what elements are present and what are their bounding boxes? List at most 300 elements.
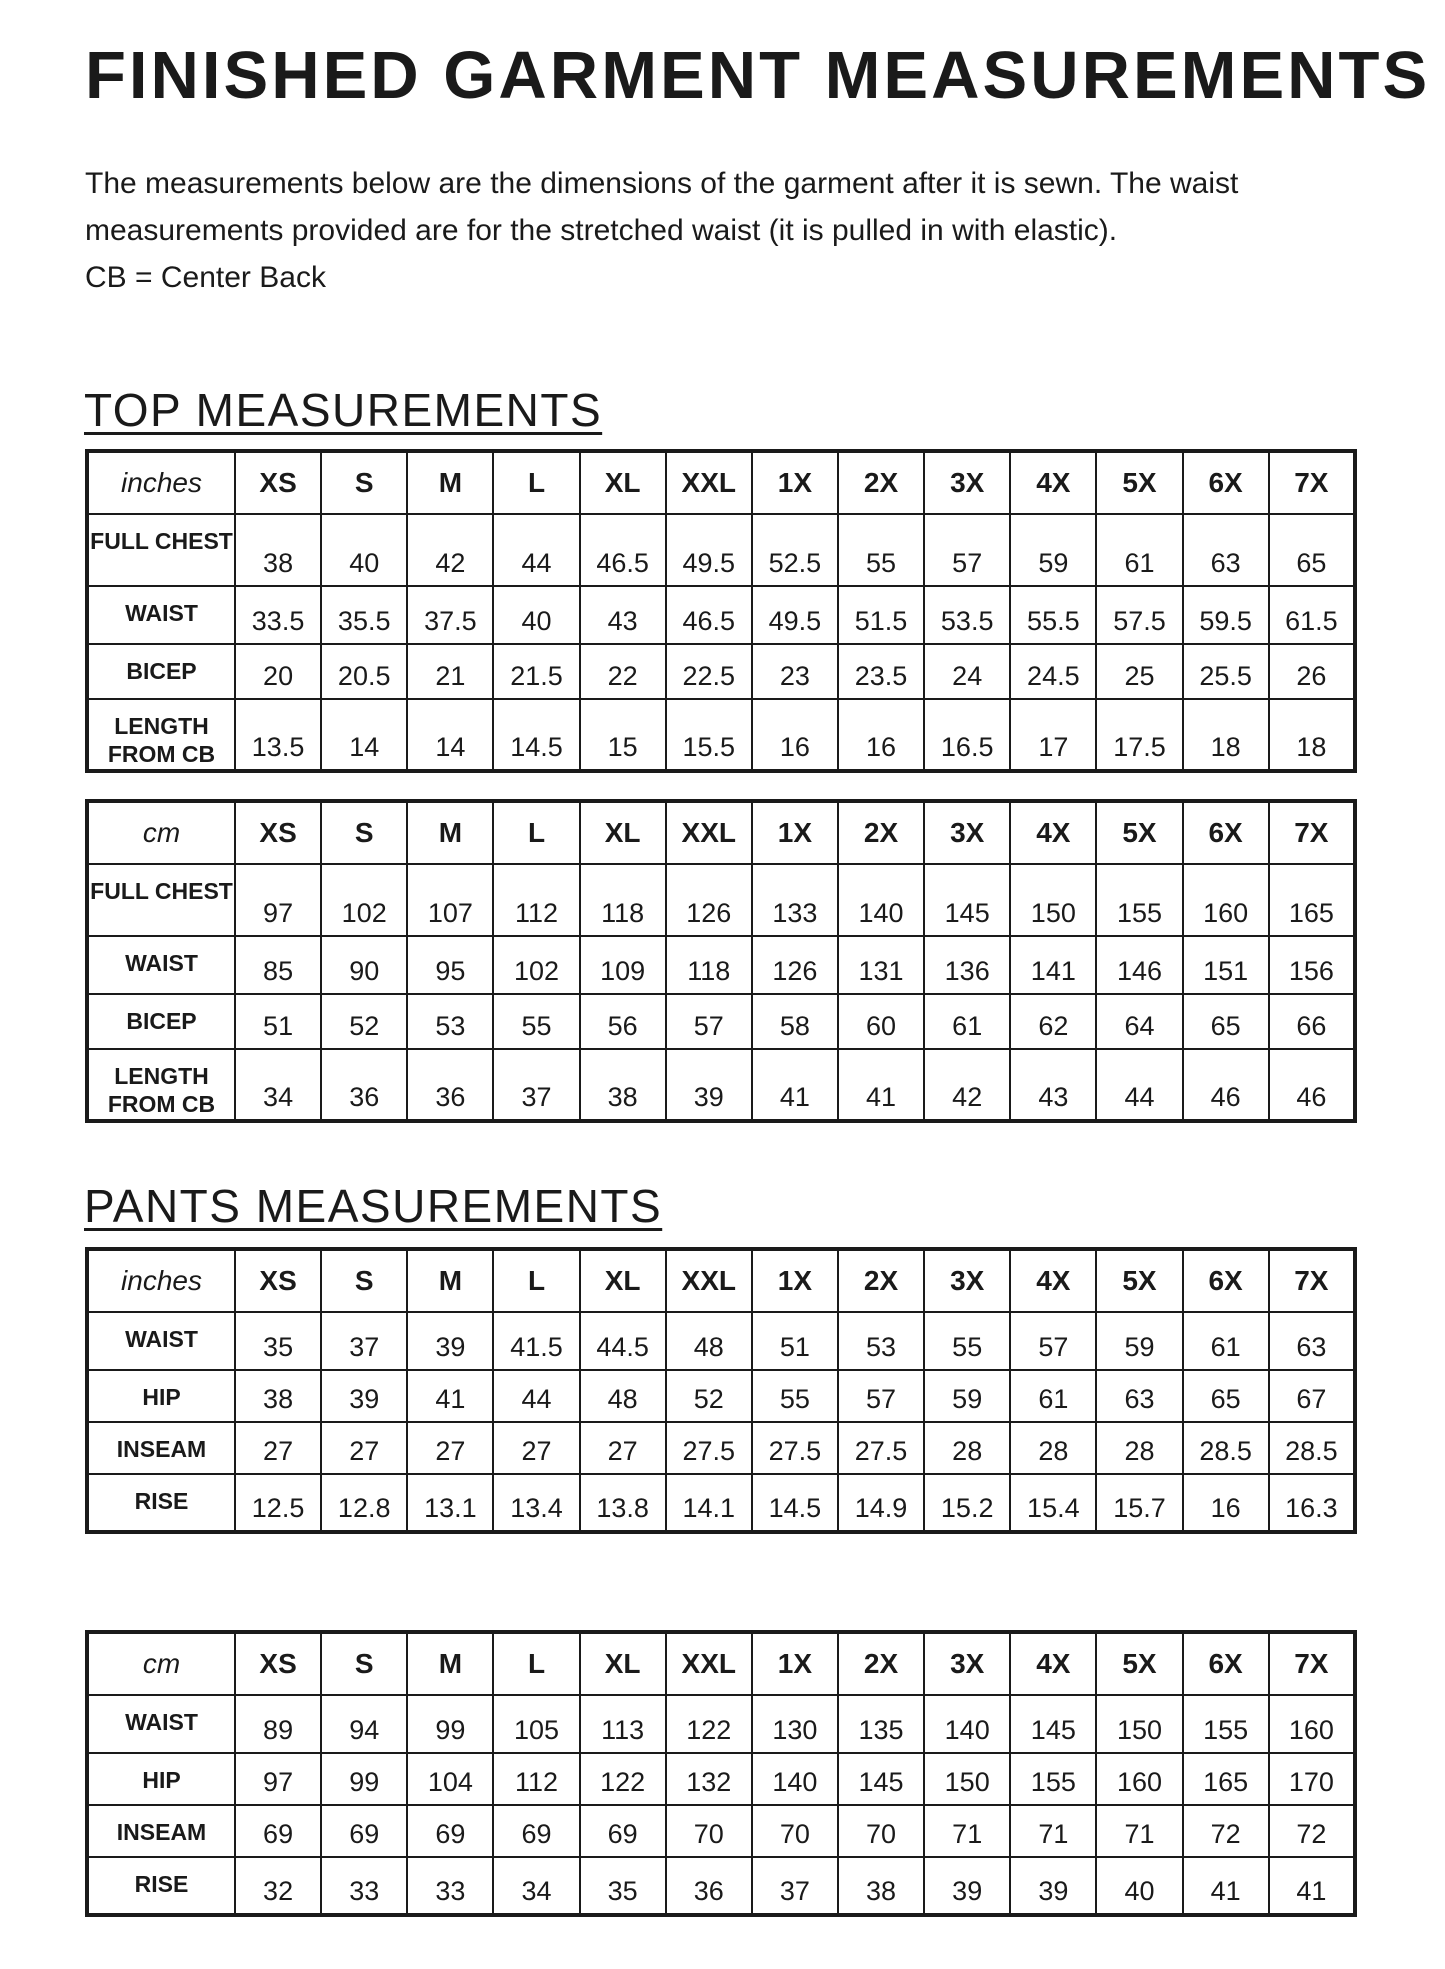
measurement-cell: 41 <box>1269 1857 1355 1915</box>
measurement-cell: 33 <box>321 1857 407 1915</box>
size-header: 5X <box>1096 1249 1182 1312</box>
measurement-cell: 52.5 <box>752 514 838 586</box>
measurement-cell: 63 <box>1269 1312 1355 1370</box>
measurement-cell: 16 <box>838 699 924 771</box>
measurement-cell: 21 <box>407 644 493 699</box>
measurement-cell: 140 <box>838 864 924 936</box>
size-header: 2X <box>838 1632 924 1695</box>
measurement-cell: 43 <box>1010 1049 1096 1121</box>
measurement-cell: 27.5 <box>752 1422 838 1474</box>
measurement-cell: 16 <box>1183 1474 1269 1532</box>
measurement-cell: 44 <box>493 1370 579 1422</box>
measurement-cell: 13.4 <box>493 1474 579 1532</box>
measurement-cell: 35 <box>235 1312 321 1370</box>
size-header: L <box>493 451 579 514</box>
measurement-cell: 37 <box>321 1312 407 1370</box>
measurement-cell: 28 <box>1096 1422 1182 1474</box>
header-row <box>87 451 1355 514</box>
measurement-cell: 118 <box>580 864 666 936</box>
unit-label: cm <box>87 801 235 864</box>
measurement-cell: 27 <box>580 1422 666 1474</box>
measurement-cell: 94 <box>321 1695 407 1753</box>
measurement-cell: 21.5 <box>493 644 579 699</box>
measurement-row <box>87 1049 1355 1121</box>
measurement-cell: 16.5 <box>924 699 1010 771</box>
size-header: XL <box>580 451 666 514</box>
size-header: 1X <box>752 801 838 864</box>
measurement-cell: 37.5 <box>407 586 493 644</box>
measurement-cell: 63 <box>1183 514 1269 586</box>
measurement-cell: 12.8 <box>321 1474 407 1532</box>
measurement-cell: 150 <box>924 1753 1010 1805</box>
row-label: LENGTH FROM CB <box>87 699 235 771</box>
measurement-cell: 61 <box>1096 514 1182 586</box>
measurement-cell: 12.5 <box>235 1474 321 1532</box>
measurement-cell: 49.5 <box>666 514 752 586</box>
measurement-cell: 27 <box>407 1422 493 1474</box>
measurement-cell: 59.5 <box>1183 586 1269 644</box>
measurement-cell: 57 <box>1010 1312 1096 1370</box>
measurement-cell: 63 <box>1096 1370 1182 1422</box>
intro-line: CB = Center Back <box>85 261 326 294</box>
measurement-cell: 155 <box>1010 1753 1096 1805</box>
measurement-cell: 52 <box>321 994 407 1049</box>
measurement-row <box>87 1805 1355 1857</box>
measurement-cell: 14 <box>321 699 407 771</box>
measurement-cell: 15.7 <box>1096 1474 1182 1532</box>
measurement-cell: 26 <box>1269 644 1355 699</box>
measurement-cell: 156 <box>1269 936 1355 994</box>
size-header: 6X <box>1183 451 1269 514</box>
measurement-cell: 136 <box>924 936 1010 994</box>
size-header: 5X <box>1096 1632 1182 1695</box>
measurement-row <box>87 1474 1355 1532</box>
intro-line: measurements provided are for the stretched waist (it is pulled in with elastic). <box>85 214 1118 247</box>
measurement-cell: 27 <box>235 1422 321 1474</box>
measurement-cell: 102 <box>493 936 579 994</box>
measurement-cell: 69 <box>407 1805 493 1857</box>
measurement-cell: 99 <box>407 1695 493 1753</box>
size-header: XS <box>235 801 321 864</box>
size-header: XXL <box>666 1632 752 1695</box>
measurement-cell: 28.5 <box>1183 1422 1269 1474</box>
measurement-cell: 109 <box>580 936 666 994</box>
measurement-row <box>87 644 1355 699</box>
measurement-cell: 39 <box>321 1370 407 1422</box>
measurement-cell: 46.5 <box>666 586 752 644</box>
size-header: S <box>321 1632 407 1695</box>
intro-text <box>85 160 1385 301</box>
measurement-cell: 35 <box>580 1857 666 1915</box>
measurement-cell: 22.5 <box>666 644 752 699</box>
measurement-cell: 46 <box>1269 1049 1355 1121</box>
size-header: XL <box>580 801 666 864</box>
pants-cm-table <box>85 1630 1357 1917</box>
size-header: 4X <box>1010 801 1096 864</box>
header-row <box>87 1249 1355 1312</box>
size-header: M <box>407 451 493 514</box>
size-header: 5X <box>1096 801 1182 864</box>
measurement-cell: 55 <box>924 1312 1010 1370</box>
measurement-cell: 53 <box>838 1312 924 1370</box>
measurement-cell: 14 <box>407 699 493 771</box>
measurement-cell: 51 <box>752 1312 838 1370</box>
row-label: INSEAM <box>87 1422 235 1474</box>
measurement-cell: 40 <box>1096 1857 1182 1915</box>
measurement-cell: 39 <box>1010 1857 1096 1915</box>
measurement-cell: 155 <box>1183 1695 1269 1753</box>
measurement-cell: 59 <box>1096 1312 1182 1370</box>
measurement-cell: 59 <box>1010 514 1096 586</box>
measurement-cell: 27 <box>493 1422 579 1474</box>
measurement-cell: 53 <box>407 994 493 1049</box>
row-label: FULL CHEST <box>87 864 235 936</box>
measurement-cell: 37 <box>752 1857 838 1915</box>
size-header: XS <box>235 1632 321 1695</box>
size-header: M <box>407 801 493 864</box>
size-header: M <box>407 1632 493 1695</box>
top-cm-table <box>85 799 1357 1123</box>
measurement-cell: 34 <box>493 1857 579 1915</box>
measurement-cell: 61 <box>1183 1312 1269 1370</box>
measurement-cell: 14.9 <box>838 1474 924 1532</box>
pants-measurements-heading: PANTS MEASUREMENTS <box>84 1180 663 1232</box>
measurement-cell: 36 <box>407 1049 493 1121</box>
measurement-cell: 18 <box>1269 699 1355 771</box>
measurement-cell: 71 <box>924 1805 1010 1857</box>
measurement-cell: 126 <box>666 864 752 936</box>
measurement-cell: 55.5 <box>1010 586 1096 644</box>
measurement-cell: 104 <box>407 1753 493 1805</box>
measurement-cell: 64 <box>1096 994 1182 1049</box>
measurement-cell: 53.5 <box>924 586 1010 644</box>
page-title: FINISHED GARMENT MEASUREMENTS <box>85 38 1431 113</box>
row-label: WAIST <box>87 1695 235 1753</box>
measurement-cell: 25.5 <box>1183 644 1269 699</box>
row-label: BICEP <box>87 644 235 699</box>
measurement-cell: 165 <box>1183 1753 1269 1805</box>
measurement-cell: 20.5 <box>321 644 407 699</box>
measurement-cell: 39 <box>407 1312 493 1370</box>
measurement-cell: 160 <box>1096 1753 1182 1805</box>
size-header: 1X <box>752 1632 838 1695</box>
header-row <box>87 1632 1355 1695</box>
size-header: 5X <box>1096 451 1182 514</box>
measurement-cell: 150 <box>1010 864 1096 936</box>
measurement-cell: 17.5 <box>1096 699 1182 771</box>
measurement-cell: 42 <box>407 514 493 586</box>
measurement-cell: 34 <box>235 1049 321 1121</box>
measurement-row <box>87 1753 1355 1805</box>
row-label: LENGTH FROM CB <box>87 1049 235 1121</box>
measurement-cell: 48 <box>580 1370 666 1422</box>
size-header: 1X <box>752 1249 838 1312</box>
measurement-cell: 113 <box>580 1695 666 1753</box>
measurement-cell: 40 <box>493 586 579 644</box>
measurement-cell: 112 <box>493 1753 579 1805</box>
size-header: 6X <box>1183 1632 1269 1695</box>
measurement-cell: 36 <box>666 1857 752 1915</box>
size-header: M <box>407 1249 493 1312</box>
size-header: S <box>321 801 407 864</box>
pants-inches-table <box>85 1247 1357 1534</box>
measurement-cell: 41 <box>838 1049 924 1121</box>
measurement-cell: 130 <box>752 1695 838 1753</box>
row-label: WAIST <box>87 586 235 644</box>
row-label: WAIST <box>87 1312 235 1370</box>
measurement-cell: 39 <box>924 1857 1010 1915</box>
row-label: HIP <box>87 1753 235 1805</box>
measurement-cell: 55 <box>752 1370 838 1422</box>
measurement-row <box>87 1312 1355 1370</box>
size-header: 6X <box>1183 801 1269 864</box>
size-header: 4X <box>1010 451 1096 514</box>
measurement-cell: 38 <box>580 1049 666 1121</box>
measurement-cell: 27.5 <box>666 1422 752 1474</box>
row-label: RISE <box>87 1474 235 1532</box>
measurement-cell: 28.5 <box>1269 1422 1355 1474</box>
size-header: 4X <box>1010 1249 1096 1312</box>
size-header: S <box>321 451 407 514</box>
measurement-cell: 14.1 <box>666 1474 752 1532</box>
measurement-cell: 62 <box>1010 994 1096 1049</box>
measurement-row <box>87 994 1355 1049</box>
measurement-cell: 13.8 <box>580 1474 666 1532</box>
measurement-row <box>87 699 1355 771</box>
measurement-cell: 85 <box>235 936 321 994</box>
measurement-cell: 99 <box>321 1753 407 1805</box>
header-row <box>87 801 1355 864</box>
size-header: 7X <box>1269 801 1355 864</box>
measurement-row <box>87 864 1355 936</box>
measurement-cell: 151 <box>1183 936 1269 994</box>
measurement-cell: 15.4 <box>1010 1474 1096 1532</box>
measurement-cell: 145 <box>924 864 1010 936</box>
measurement-cell: 36 <box>321 1049 407 1121</box>
measurement-cell: 55 <box>493 994 579 1049</box>
measurement-cell: 16 <box>752 699 838 771</box>
measurement-cell: 20 <box>235 644 321 699</box>
measurement-cell: 61.5 <box>1269 586 1355 644</box>
measurement-cell: 38 <box>235 514 321 586</box>
measurement-cell: 170 <box>1269 1753 1355 1805</box>
measurement-cell: 57 <box>924 514 1010 586</box>
measurement-cell: 14.5 <box>752 1474 838 1532</box>
size-header: XL <box>580 1249 666 1312</box>
row-label: BICEP <box>87 994 235 1049</box>
measurement-cell: 16.3 <box>1269 1474 1355 1532</box>
measurement-cell: 135 <box>838 1695 924 1753</box>
measurement-cell: 69 <box>321 1805 407 1857</box>
measurement-row <box>87 1857 1355 1915</box>
measurement-cell: 65 <box>1183 1370 1269 1422</box>
measurement-cell: 65 <box>1269 514 1355 586</box>
size-header: XL <box>580 1632 666 1695</box>
size-header: 2X <box>838 801 924 864</box>
measurement-cell: 70 <box>666 1805 752 1857</box>
measurement-cell: 46.5 <box>580 514 666 586</box>
measurement-cell: 90 <box>321 936 407 994</box>
measurement-cell: 133 <box>752 864 838 936</box>
measurement-cell: 145 <box>1010 1695 1096 1753</box>
measurement-cell: 95 <box>407 936 493 994</box>
size-header: 1X <box>752 451 838 514</box>
unit-label: inches <box>87 1249 235 1312</box>
measurement-row <box>87 1370 1355 1422</box>
measurement-cell: 42 <box>924 1049 1010 1121</box>
size-header: 3X <box>924 1632 1010 1695</box>
row-label: HIP <box>87 1370 235 1422</box>
measurement-cell: 60 <box>838 994 924 1049</box>
measurement-cell: 48 <box>666 1312 752 1370</box>
measurement-cell: 69 <box>580 1805 666 1857</box>
measurement-cell: 61 <box>1010 1370 1096 1422</box>
measurement-cell: 57.5 <box>1096 586 1182 644</box>
size-header: 6X <box>1183 1249 1269 1312</box>
row-label: WAIST <box>87 936 235 994</box>
top-inches-table <box>85 449 1357 773</box>
size-header: XXL <box>666 451 752 514</box>
measurement-cell: 72 <box>1269 1805 1355 1857</box>
measurement-cell: 15 <box>580 699 666 771</box>
measurement-cell: 23 <box>752 644 838 699</box>
measurement-cell: 155 <box>1096 864 1182 936</box>
measurement-cell: 24 <box>924 644 1010 699</box>
measurement-cell: 27.5 <box>838 1422 924 1474</box>
top-measurements-heading: TOP MEASUREMENTS <box>84 384 603 436</box>
measurement-cell: 44.5 <box>580 1312 666 1370</box>
measurement-cell: 40 <box>321 514 407 586</box>
measurement-cell: 15.5 <box>666 699 752 771</box>
measurement-cell: 44 <box>1096 1049 1182 1121</box>
measurement-cell: 28 <box>924 1422 1010 1474</box>
measurement-row <box>87 586 1355 644</box>
size-header: XXL <box>666 1249 752 1312</box>
unit-label: inches <box>87 451 235 514</box>
measurement-cell: 41.5 <box>493 1312 579 1370</box>
size-header: XS <box>235 451 321 514</box>
measurement-cell: 18 <box>1183 699 1269 771</box>
measurement-cell: 61 <box>924 994 1010 1049</box>
measurement-cell: 160 <box>1183 864 1269 936</box>
measurement-cell: 27 <box>321 1422 407 1474</box>
measurement-cell: 71 <box>1096 1805 1182 1857</box>
measurement-cell: 13.1 <box>407 1474 493 1532</box>
measurement-cell: 25 <box>1096 644 1182 699</box>
size-header: 4X <box>1010 1632 1096 1695</box>
size-header: L <box>493 1249 579 1312</box>
measurement-cell: 59 <box>924 1370 1010 1422</box>
measurement-row <box>87 1422 1355 1474</box>
measurement-cell: 57 <box>666 994 752 1049</box>
measurement-cell: 69 <box>493 1805 579 1857</box>
measurement-cell: 105 <box>493 1695 579 1753</box>
measurement-cell: 33 <box>407 1857 493 1915</box>
measurement-cell: 89 <box>235 1695 321 1753</box>
measurement-cell: 72 <box>1183 1805 1269 1857</box>
size-header: 3X <box>924 451 1010 514</box>
measurement-row <box>87 514 1355 586</box>
measurement-cell: 58 <box>752 994 838 1049</box>
measurement-cell: 32 <box>235 1857 321 1915</box>
size-header: XS <box>235 1249 321 1312</box>
measurement-cell: 51.5 <box>838 586 924 644</box>
measurement-cell: 70 <box>752 1805 838 1857</box>
size-header: 3X <box>924 1249 1010 1312</box>
measurement-cell: 140 <box>924 1695 1010 1753</box>
measurement-cell: 46 <box>1183 1049 1269 1121</box>
measurement-cell: 97 <box>235 1753 321 1805</box>
measurement-cell: 14.5 <box>493 699 579 771</box>
measurement-cell: 140 <box>752 1753 838 1805</box>
measurement-cell: 165 <box>1269 864 1355 936</box>
measurement-cell: 43 <box>580 586 666 644</box>
measurement-cell: 17 <box>1010 699 1096 771</box>
measurement-cell: 97 <box>235 864 321 936</box>
row-label: RISE <box>87 1857 235 1915</box>
size-header: 7X <box>1269 1632 1355 1695</box>
measurement-cell: 65 <box>1183 994 1269 1049</box>
measurement-cell: 35.5 <box>321 586 407 644</box>
measurement-cell: 52 <box>666 1370 752 1422</box>
measurement-cell: 13.5 <box>235 699 321 771</box>
measurement-cell: 69 <box>235 1805 321 1857</box>
measurement-cell: 150 <box>1096 1695 1182 1753</box>
measurement-cell: 44 <box>493 514 579 586</box>
size-header: L <box>493 801 579 864</box>
measurement-cell: 37 <box>493 1049 579 1121</box>
measurement-cell: 55 <box>838 514 924 586</box>
measurement-cell: 23.5 <box>838 644 924 699</box>
measurement-cell: 39 <box>666 1049 752 1121</box>
size-header: 2X <box>838 451 924 514</box>
measurement-cell: 22 <box>580 644 666 699</box>
size-header: S <box>321 1249 407 1312</box>
measurement-cell: 41 <box>1183 1857 1269 1915</box>
measurement-row <box>87 1695 1355 1753</box>
measurement-cell: 24.5 <box>1010 644 1096 699</box>
measurement-cell: 51 <box>235 994 321 1049</box>
measurement-cell: 141 <box>1010 936 1096 994</box>
size-header: L <box>493 1632 579 1695</box>
measurement-cell: 122 <box>666 1695 752 1753</box>
measurement-cell: 132 <box>666 1753 752 1805</box>
row-label: FULL CHEST <box>87 514 235 586</box>
measurement-cell: 118 <box>666 936 752 994</box>
measurement-cell: 102 <box>321 864 407 936</box>
size-header: 2X <box>838 1249 924 1312</box>
measurement-cell: 28 <box>1010 1422 1096 1474</box>
measurement-cell: 49.5 <box>752 586 838 644</box>
unit-label: cm <box>87 1632 235 1695</box>
measurement-cell: 66 <box>1269 994 1355 1049</box>
measurement-cell: 38 <box>838 1857 924 1915</box>
size-header: 7X <box>1269 451 1355 514</box>
measurement-cell: 131 <box>838 936 924 994</box>
size-header: 3X <box>924 801 1010 864</box>
measurement-cell: 41 <box>752 1049 838 1121</box>
measurement-cell: 107 <box>407 864 493 936</box>
measurement-cell: 71 <box>1010 1805 1096 1857</box>
measurement-cell: 112 <box>493 864 579 936</box>
measurement-cell: 67 <box>1269 1370 1355 1422</box>
row-label: INSEAM <box>87 1805 235 1857</box>
intro-line: The measurements below are the dimensions of the garment after it is sewn. The waist <box>85 167 1239 200</box>
measurement-cell: 41 <box>407 1370 493 1422</box>
measurement-cell: 122 <box>580 1753 666 1805</box>
measurement-cell: 160 <box>1269 1695 1355 1753</box>
measurement-cell: 57 <box>838 1370 924 1422</box>
